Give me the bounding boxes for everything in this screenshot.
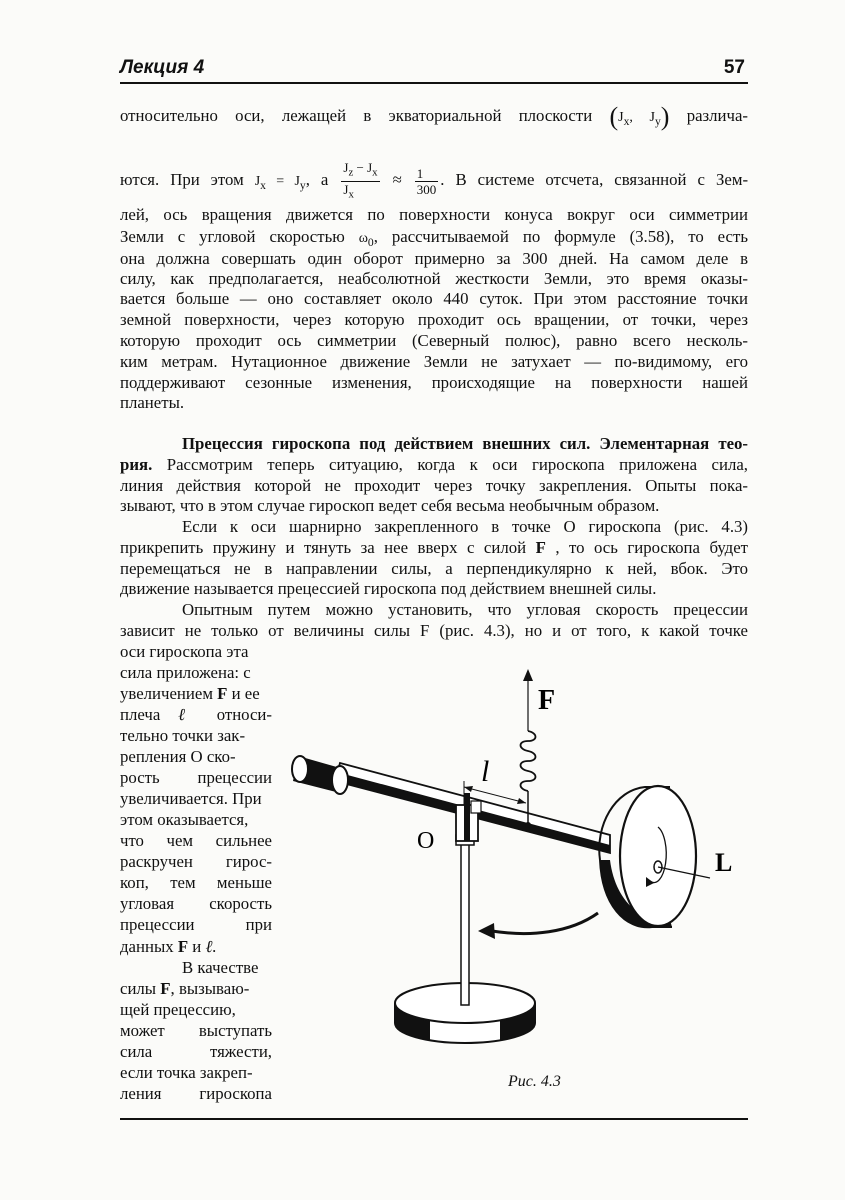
p2-line-3: линия действия которой не проходит через точку закрепления. Опыты пока- <box>120 476 748 495</box>
col-line-9: этом оказывается, <box>120 810 249 829</box>
label-O: O <box>417 828 435 854</box>
precession-arrow <box>478 913 598 939</box>
p1-line-1: относительно оси, лежащей в экваториальной плоскости ($J_x$, $J_y$) различа- <box>120 102 749 131</box>
figure-caption: Рис. 4.3 <box>508 1073 561 1090</box>
p1-line-6: силу, как предполагается, неабсолютной жесткости Земли, это время оказы- <box>120 269 748 288</box>
counterweight <box>292 756 348 794</box>
stand-post <box>461 840 469 1005</box>
running-header-title: Лекция 4 <box>120 57 205 78</box>
col-line-13: угловая скорость <box>120 894 272 913</box>
p1-line-8: земной поверхности, через которую проходит ось вращении, от точки, через <box>120 310 748 329</box>
col-line-5: тельно точки зак- <box>120 726 246 745</box>
col-line-7: рость прецессии <box>120 768 272 787</box>
col-line-22: ления гироскопа <box>120 1084 272 1103</box>
col-line-2: сила приложена: с <box>120 663 251 682</box>
fraction-jz-jx: $\frac{J_z - J_x}{J_x}$ <box>343 160 378 201</box>
spring <box>521 669 536 828</box>
p1-line-2: ются. При этом $J_x = J_y$, а $\frac{J_z - J_x}{J_x}$ ≈ $\frac{1}{300}$ . В системе отсчета, связанной с Зем- <box>120 160 749 201</box>
col-line-19: может выступать <box>120 1021 272 1040</box>
col-line-14: прецессии при <box>120 915 272 934</box>
p1-line-7: вается больше — оно составляет около 440 суток. При этом расстояние точки <box>120 289 748 308</box>
col-line-17: силы F, вызываю- <box>120 979 250 998</box>
p1-line-4: Земли с угловой скоростью $\omega_0$, рассчитываемой по формуле (3.58), то есть <box>120 227 748 249</box>
p4-line-2: зависит не только от величины силы F (рис. 4.3), но и от того, к какой точке <box>120 621 748 640</box>
p2-line-2: рия. Рассмотрим теперь ситуацию, когда к оси гироскопа приложена сила, <box>120 455 748 474</box>
col-line-4: плеча ℓ относи- <box>120 705 272 724</box>
p4-line-1: Опытным путем можно установить, что угловая скорость прецессии <box>182 600 748 619</box>
col-line-1: оси гироскопа эта <box>120 642 249 661</box>
col-line-16: В качестве <box>182 958 259 977</box>
p1-line-12: планеты. <box>120 393 185 412</box>
label-F: F <box>538 685 556 716</box>
p2-line-4: зывают, что в этом случае гироскоп ведет себя весьма необычным образом. <box>120 496 660 515</box>
p3-line-4: движение называется прецессией гироскопа под действием внешней силы. <box>120 579 657 598</box>
col-line-10: что чем сильнее <box>120 831 272 850</box>
section-heading: Прецессия гироскопа под действием внешних сил. Элементарная тео- <box>182 434 748 453</box>
flywheel <box>599 786 696 927</box>
p3-line-2: прикрепить пружину и тянуть за нее вверх с силой F , то ось гироскопа будет <box>120 538 748 557</box>
gyroscope-figure <box>280 665 740 1065</box>
footer-rule <box>120 1118 748 1120</box>
p1-line-10: ким метрам. Нутационное движение Земли не затухает — по-видимому, его <box>120 352 748 371</box>
fraction-1-300: $\frac{1}{300}$ <box>416 165 437 197</box>
p3-line-3: перемещаться не в направлении силы, а перпендикулярно к ней, вбок. Это <box>120 559 748 578</box>
col-line-18: щей прецессию, <box>120 1000 236 1019</box>
col-line-3: увеличением F и ее <box>120 684 260 703</box>
header-rule <box>120 82 748 84</box>
p1-line-9: которую проходит ось симметрии (Северный полюс), равно всего несколь- <box>120 331 748 350</box>
p1-line-5: она должна совершать один оборот примерно за 300 дней. На самом деле в <box>120 249 748 268</box>
p1-line-3: лей, ось вращения движется по поверхности конуса вокруг оси симметрии <box>120 205 748 224</box>
col-line-21: если точка закреп- <box>120 1063 253 1082</box>
col-line-8: увеличивается. При <box>120 789 262 808</box>
p3-line-1: Если к оси шарнирно закрепленного в точке О гироскопа (рис. 4.3) <box>182 517 748 536</box>
page-number: 57 <box>723 57 745 78</box>
col-line-12: коп, тем меньше <box>120 873 272 892</box>
col-line-6: репления О ско- <box>120 747 236 766</box>
col-line-20: сила тяжести, <box>120 1042 272 1061</box>
col-line-11: раскручен гирос- <box>120 852 272 871</box>
p1-line-11: поддерживают сезонные изменения, происходящие на поверхности нашей <box>120 373 748 392</box>
label-L: L <box>715 848 733 877</box>
col-line-15: данных F и ℓ. <box>120 937 217 956</box>
label-l: l <box>481 755 490 788</box>
